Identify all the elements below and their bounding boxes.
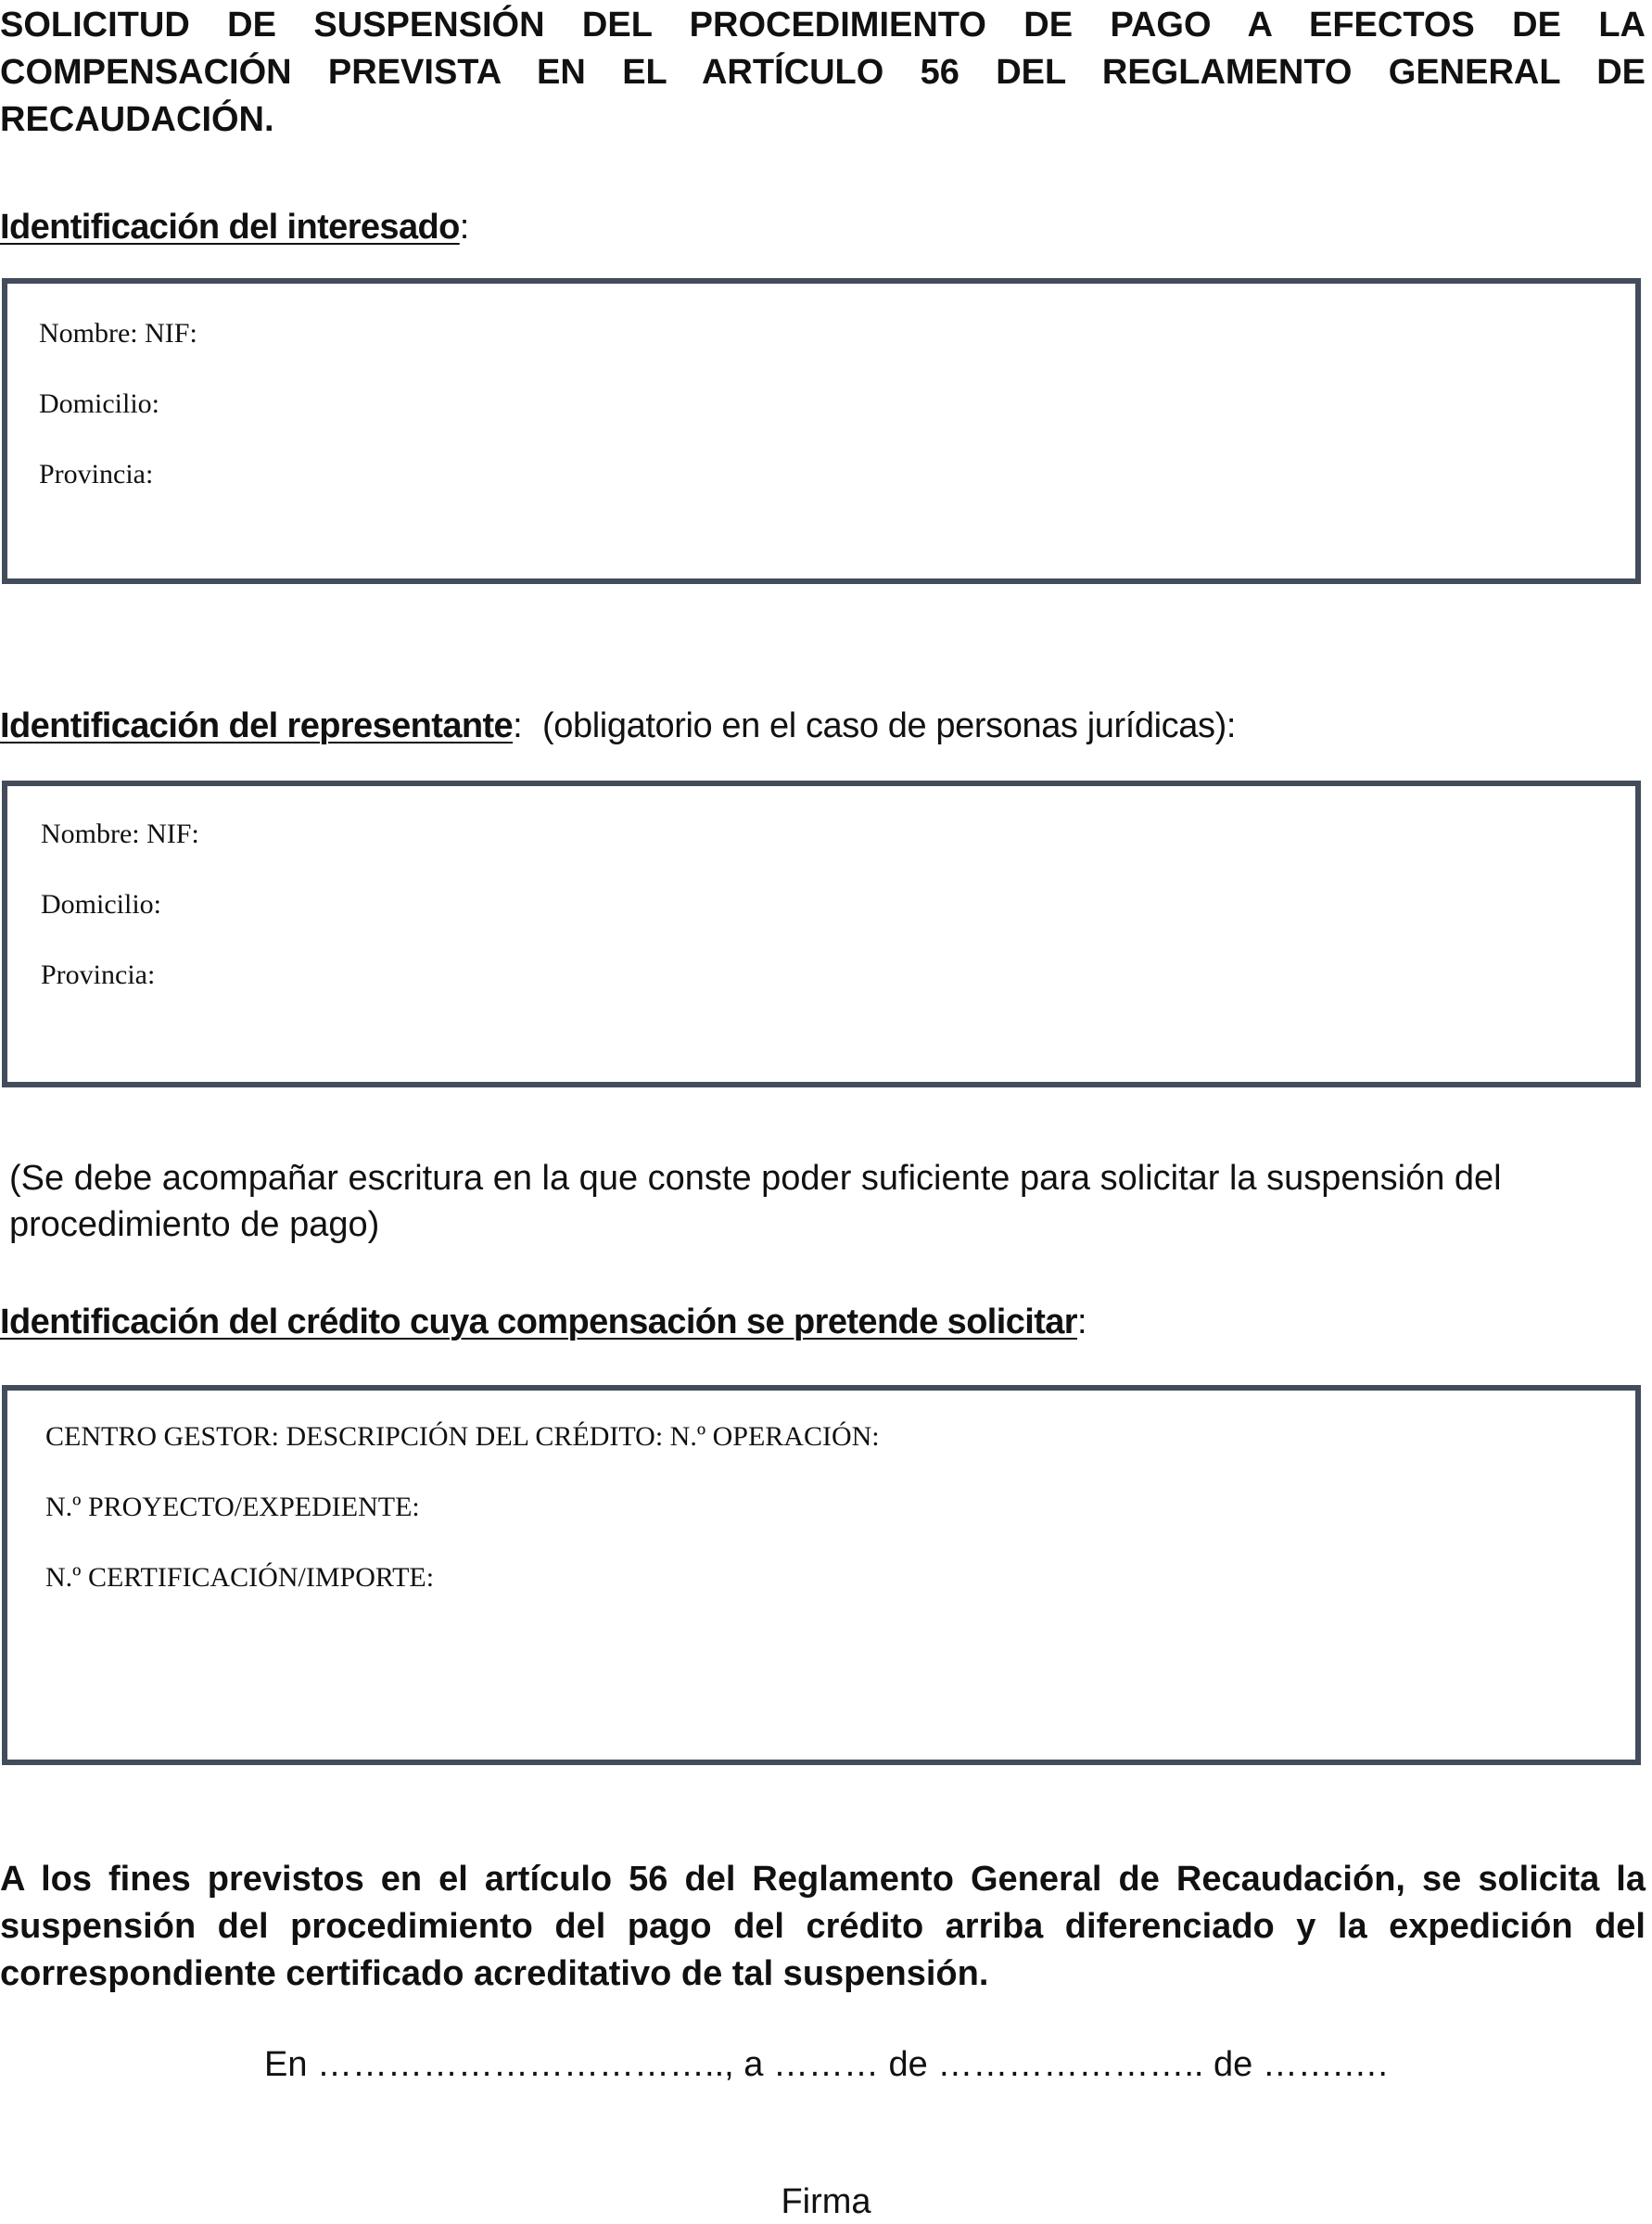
representante-box[interactable] [2, 781, 1641, 1087]
place-date-line[interactable]: En …………………………….., a ……… de ………………….. de …….…. [264, 2045, 1388, 2084]
representante-heading-colon: : [513, 706, 523, 745]
request-statement: A los fines previstos en el artículo 56 del Reglamento General de Recaudación, se solicita la suspensión del procedimiento del pago del crédito arriba diferenciado y la expedición del correspondiente certificado acreditativo de tal suspensión. [0, 1860, 1646, 1993]
representante-heading [0, 705, 1236, 747]
credito-box[interactable] [2, 1385, 1641, 1765]
credito-heading-colon: : [1076, 1303, 1087, 1341]
interesado-provincia-label: Provincia: [39, 459, 154, 489]
representante-heading-text: Identificación del representante [0, 706, 514, 745]
representante-domicilio-label: Domicilio: [41, 889, 161, 920]
credito-heading [0, 1301, 1087, 1343]
interesado-heading-colon: : [459, 208, 469, 247]
representante-provincia-label: Provincia: [41, 959, 156, 990]
representante-heading-note: (obligatorio en el caso de personas jurídicas): [542, 706, 1237, 745]
credito-heading-text: Identificación del crédito cuya compensación se pretende solicitar [0, 1303, 1077, 1341]
interesado-box[interactable] [2, 278, 1641, 584]
interesado-heading [0, 206, 469, 248]
document-title: SOLICITUD DE SUSPENSIÓN DEL PROCEDIMIENTO DE PAGO A EFECTOS DE LA COMPENSACIÓN PREVISTA EN EL ARTÍCULO 56 DEL REGLAMENTO GENERAL DE RECAUDACIÓN. [0, 6, 1646, 139]
interesado-heading-text: Identificación del interesado [0, 208, 460, 247]
credito-certificacion-importe-label: N.º CERTIFICACIÓN/IMPORTE: [45, 1562, 435, 1593]
credito-centro-gestor-label: CENTRO GESTOR: DESCRIPCIÓN DEL CRÉDITO: N.º OPERACIÓN: [45, 1421, 880, 1452]
poder-note: (Se debe acompañar escritura en la que conste poder suficiente para solicitar la suspensión del procedimiento de pago) [9, 1159, 1502, 1244]
representante-nombre-nif-label: Nombre: NIF: [41, 819, 199, 849]
interesado-domicilio-label: Domicilio: [39, 388, 159, 419]
interesado-nombre-nif-label: Nombre: NIF: [39, 318, 197, 349]
signature-label: Firma [781, 2182, 871, 2221]
credito-proyecto-expediente-label: N.º PROYECTO/EXPEDIENTE: [45, 1492, 420, 1522]
